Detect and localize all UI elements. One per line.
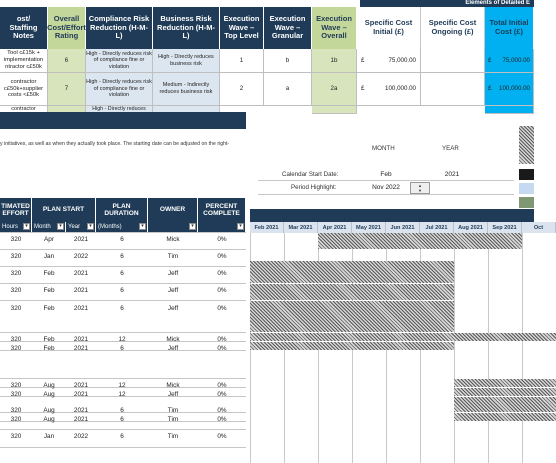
- header-estimated-effort[interactable]: TIMATED EFFORT: [0, 198, 32, 222]
- cell-month[interactable]: Feb: [43, 305, 55, 312]
- month-header: Aug 2021: [454, 222, 488, 233]
- requirements-table: [0, 0, 534, 112]
- cell-percent[interactable]: 0%: [217, 345, 227, 352]
- cell-year[interactable]: 2021: [73, 305, 89, 312]
- settings-divider: [258, 180, 514, 181]
- row3-compliance[interactable]: High - Directly reduces: [86, 106, 153, 114]
- legend-swatch-highlight: [519, 197, 534, 208]
- cell-duration[interactable]: 6: [120, 407, 124, 414]
- cell-year[interactable]: 2021: [73, 270, 89, 277]
- row1-business[interactable]: High - Directly reduces business risk: [153, 49, 220, 73]
- cell-hours[interactable]: 320: [10, 345, 22, 352]
- cell-owner[interactable]: Tim: [167, 416, 179, 423]
- cell-duration[interactable]: 6: [120, 236, 124, 243]
- gantt-plan-bar: [318, 233, 522, 249]
- row1-wave-overall[interactable]: 1b: [312, 49, 357, 73]
- cell-percent[interactable]: 0%: [217, 407, 227, 414]
- filter-year[interactable]: [66, 222, 96, 232]
- cell-duration[interactable]: 6: [120, 287, 124, 294]
- row2-wave-top[interactable]: 2: [220, 73, 264, 106]
- cell-month[interactable]: Feb: [43, 270, 55, 277]
- header-owner[interactable]: OWNER: [148, 198, 198, 222]
- row2-wave-granular[interactable]: a: [264, 73, 312, 106]
- period-spinner[interactable]: [410, 182, 430, 194]
- cell-hours[interactable]: 320: [10, 287, 22, 294]
- cell-duration[interactable]: 6: [120, 345, 124, 352]
- filter-dropdown-icon[interactable]: ▾: [189, 223, 196, 230]
- filter-owner[interactable]: [148, 222, 198, 232]
- cell-owner[interactable]: Mick: [166, 382, 180, 389]
- cell-percent[interactable]: 0%: [217, 391, 227, 398]
- gantt-plan-bar: [250, 261, 454, 283]
- month-column-label: MONTH: [372, 145, 395, 152]
- header-staffing-notes[interactable]: ost/ Staffing Notes: [0, 7, 48, 49]
- cell-percent[interactable]: 0%: [217, 382, 227, 389]
- cell-percent[interactable]: 0%: [217, 270, 227, 277]
- gantt-plan-bar: [454, 388, 556, 396]
- cell-month[interactable]: Aug: [43, 407, 55, 414]
- detailed-elements-banner: Elements of Detailed E: [360, 0, 534, 7]
- cost-initial-value: 100,000.00: [385, 85, 416, 93]
- cell-percent[interactable]: 0%: [217, 416, 227, 423]
- header-cost-ongoing[interactable]: Specific Cost Ongoing (£): [421, 7, 485, 49]
- month-header: Apr 2021: [318, 222, 352, 233]
- row3-total-initial[interactable]: [485, 106, 534, 114]
- row1-cost-initial[interactable]: [357, 49, 421, 73]
- month-header: Jul 2021: [420, 222, 454, 233]
- cell-year[interactable]: 2021: [73, 382, 89, 389]
- cell-owner[interactable]: Tim: [167, 253, 179, 260]
- cell-owner[interactable]: Tim: [167, 407, 179, 414]
- row2-business[interactable]: Medium - Indirectly reduces business risk: [153, 73, 220, 106]
- calendar-start-month[interactable]: Feb: [380, 171, 392, 178]
- spin-down-icon[interactable]: ▼: [418, 188, 422, 193]
- row-divider: [0, 300, 246, 301]
- cell-month[interactable]: Aug: [43, 382, 55, 389]
- period-highlight-value[interactable]: Nov 2022: [372, 184, 400, 191]
- header-percent-complete[interactable]: PERCENT COMPLETE: [198, 198, 246, 222]
- cell-month[interactable]: Jan: [43, 253, 55, 260]
- month-gridline: [488, 233, 489, 463]
- calendar-start-label: Calendar Start Date:: [282, 171, 339, 178]
- gantt-plan-bar: [250, 284, 454, 300]
- cell-hours[interactable]: 320: [10, 416, 22, 423]
- header-wave-overall[interactable]: Execution Wave – Overall: [312, 7, 357, 49]
- filter-hours[interactable]: [0, 222, 32, 232]
- year-column-label: YEAR: [442, 145, 459, 152]
- cell-hours[interactable]: 320: [10, 305, 22, 312]
- cell-owner[interactable]: Jeff: [167, 345, 179, 352]
- row2-cost-initial[interactable]: [357, 73, 421, 106]
- row2-wave-overall[interactable]: 2a: [312, 73, 357, 106]
- cell-percent[interactable]: 0%: [217, 305, 227, 312]
- row3-notes[interactable]: contractor: [0, 106, 48, 114]
- cell-month[interactable]: Apr: [44, 236, 54, 243]
- filter-label: Hours: [2, 224, 19, 230]
- cell-year[interactable]: 2021: [73, 416, 89, 423]
- currency-symbol: £: [488, 85, 492, 93]
- cell-year[interactable]: 2021: [73, 336, 89, 343]
- filter-duration[interactable]: [96, 222, 148, 232]
- row1-total-initial[interactable]: [485, 49, 534, 73]
- spin-up-icon[interactable]: ▲: [418, 183, 422, 188]
- filter-percent[interactable]: [198, 222, 246, 232]
- header-cost-initial[interactable]: Specific Cost Initial (£): [357, 7, 421, 49]
- row1-wave-granular[interactable]: b: [264, 49, 312, 73]
- cell-duration[interactable]: 6: [120, 433, 124, 440]
- cell-hours[interactable]: 320: [10, 336, 22, 343]
- row1-compliance[interactable]: High - Directly reduces risk of compliance fine or violation: [86, 49, 153, 73]
- row2-cost-ongoing[interactable]: [421, 73, 485, 106]
- legend-swatch-plan: [519, 126, 534, 164]
- cell-month[interactable]: Feb: [43, 336, 55, 343]
- month-gridline: [454, 233, 455, 463]
- row-divider: [0, 283, 246, 284]
- filter-dropdown-icon[interactable]: ▾: [237, 223, 244, 230]
- cell-percent[interactable]: 0%: [217, 236, 227, 243]
- instructions-text: y initiatives, as well as when they actually took place. The starting date can be adjusted on the right-: [0, 141, 230, 147]
- filter-label: (Months): [98, 224, 122, 230]
- cell-percent[interactable]: 0%: [217, 336, 227, 343]
- month-header: Feb 2021: [250, 222, 284, 233]
- cell-owner[interactable]: Jeff: [167, 391, 179, 398]
- filter-dropdown-icon[interactable]: ▾: [57, 223, 64, 230]
- row1-notes[interactable]: Tool c£15k + implementation ntractor c£50k: [0, 49, 48, 73]
- row-divider: [0, 447, 246, 448]
- cell-month[interactable]: Feb: [43, 345, 55, 352]
- row-divider: [0, 249, 246, 250]
- legend-swatch-complete: [519, 183, 534, 194]
- legend-swatch-actual: [519, 169, 534, 180]
- month-header: Sep 2021: [488, 222, 522, 233]
- gantt-plan-bar: [250, 301, 454, 332]
- month-header: Mar 2021: [284, 222, 318, 233]
- row2-total-initial[interactable]: [485, 73, 534, 106]
- row1-rating[interactable]: 6: [48, 49, 86, 73]
- filter-label: Year: [68, 224, 81, 230]
- currency-symbol: £: [488, 56, 492, 64]
- cell-percent[interactable]: 0%: [217, 287, 227, 294]
- row-divider: [0, 429, 246, 430]
- section-banner: [0, 112, 246, 129]
- cell-year[interactable]: 2022: [73, 433, 89, 440]
- settings-divider: [258, 194, 514, 195]
- cell-month[interactable]: Aug: [43, 416, 55, 423]
- cell-month[interactable]: Feb: [43, 287, 55, 294]
- cost-initial-value: 75,000.00: [388, 56, 416, 64]
- cell-year[interactable]: 2021: [73, 391, 89, 398]
- cell-hours[interactable]: 320: [10, 236, 22, 243]
- gantt-header-bar: [250, 209, 534, 222]
- header-cost-effort-rating[interactable]: Overall Cost/Effort Rating: [48, 7, 86, 49]
- currency-symbol: £: [361, 56, 365, 64]
- filter-dropdown-icon[interactable]: ▾: [23, 223, 30, 230]
- cell-month[interactable]: Aug: [43, 391, 55, 398]
- cell-percent[interactable]: 0%: [217, 253, 227, 260]
- period-highlight-label: Period Highlight:: [291, 184, 337, 191]
- gantt-plan-bar: [250, 342, 454, 350]
- cell-duration[interactable]: 12: [118, 382, 126, 389]
- cell-year[interactable]: 2021: [73, 345, 89, 352]
- cell-year[interactable]: 2021: [73, 236, 89, 243]
- cell-percent[interactable]: 0%: [217, 433, 227, 440]
- cell-month[interactable]: Jan: [43, 433, 55, 440]
- cell-year[interactable]: 2021: [73, 287, 89, 294]
- cell-owner[interactable]: Mick: [166, 336, 180, 343]
- cell-duration[interactable]: 12: [118, 391, 126, 398]
- row-divider: [0, 378, 246, 379]
- header-total-initial-cost[interactable]: Total Initial Cost (£): [485, 7, 534, 49]
- cell-owner[interactable]: Jeff: [167, 270, 179, 277]
- total-initial-value: 75,000.00: [502, 56, 530, 64]
- row1-wave-top[interactable]: 1: [220, 49, 264, 73]
- row3-wave-overall[interactable]: [312, 106, 357, 114]
- cell-owner[interactable]: Jeff: [167, 305, 179, 312]
- row2-rating[interactable]: 7: [48, 73, 86, 106]
- row1-cost-ongoing[interactable]: [421, 49, 485, 73]
- header-plan-duration[interactable]: PLAN DURATION: [96, 198, 148, 222]
- cell-year[interactable]: 2021: [73, 407, 89, 414]
- cell-year[interactable]: 2022: [73, 253, 89, 260]
- header-wave-granular[interactable]: Execution Wave – Granular: [264, 7, 312, 49]
- gantt-chart: [250, 209, 544, 462]
- cell-hours[interactable]: 320: [10, 382, 22, 389]
- cell-hours[interactable]: 320: [10, 391, 22, 398]
- month-header: Jun 2021: [386, 222, 420, 233]
- cell-duration[interactable]: 6: [120, 305, 124, 312]
- gantt-plan-bar: [454, 379, 556, 387]
- cell-duration[interactable]: 6: [120, 270, 124, 277]
- filter-dropdown-icon[interactable]: ▾: [87, 223, 94, 230]
- cell-hours[interactable]: 320: [10, 433, 22, 440]
- currency-symbol: £: [361, 85, 365, 93]
- cell-duration[interactable]: 6: [120, 253, 124, 260]
- cell-owner[interactable]: Tim: [167, 433, 179, 440]
- header-wave-top-level[interactable]: Execution Wave – Top Level: [220, 7, 264, 49]
- filter-dropdown-icon[interactable]: ▾: [139, 223, 146, 230]
- row-divider: [0, 232, 246, 233]
- row-divider: [0, 332, 246, 333]
- cell-duration[interactable]: 12: [118, 336, 126, 343]
- filter-label: Month: [34, 224, 51, 230]
- row2-compliance[interactable]: High - Directly reduces risk of compliance fine or violation: [86, 73, 153, 106]
- row-divider: [0, 266, 246, 267]
- month-header: Oct: [522, 222, 556, 233]
- total-initial-value: 100,000.00: [499, 85, 530, 93]
- gantt-plan-bar: [454, 397, 556, 412]
- cell-owner[interactable]: Mick: [166, 236, 180, 243]
- cell-hours[interactable]: 320: [10, 253, 22, 260]
- gantt-plan-bar: [250, 333, 556, 341]
- cell-hours[interactable]: 320: [10, 270, 22, 277]
- month-gridline: [522, 233, 523, 463]
- row2-notes[interactable]: contractor c£50k+supplier costs <£50k: [0, 73, 48, 106]
- cell-duration[interactable]: 6: [120, 416, 124, 423]
- header-business-risk[interactable]: Business Risk Reduction (H-M-L): [153, 7, 220, 49]
- calendar-start-year[interactable]: 2021: [444, 171, 460, 178]
- filter-month[interactable]: [32, 222, 66, 232]
- gantt-plan-bar: [454, 413, 556, 421]
- header-compliance-risk[interactable]: Compliance Risk Reduction (H-M-L): [86, 7, 153, 49]
- month-header: May 2021: [352, 222, 386, 233]
- cell-hours[interactable]: 320: [10, 407, 22, 414]
- header-plan-start[interactable]: PLAN START: [32, 198, 96, 222]
- cell-owner[interactable]: Jeff: [167, 287, 179, 294]
